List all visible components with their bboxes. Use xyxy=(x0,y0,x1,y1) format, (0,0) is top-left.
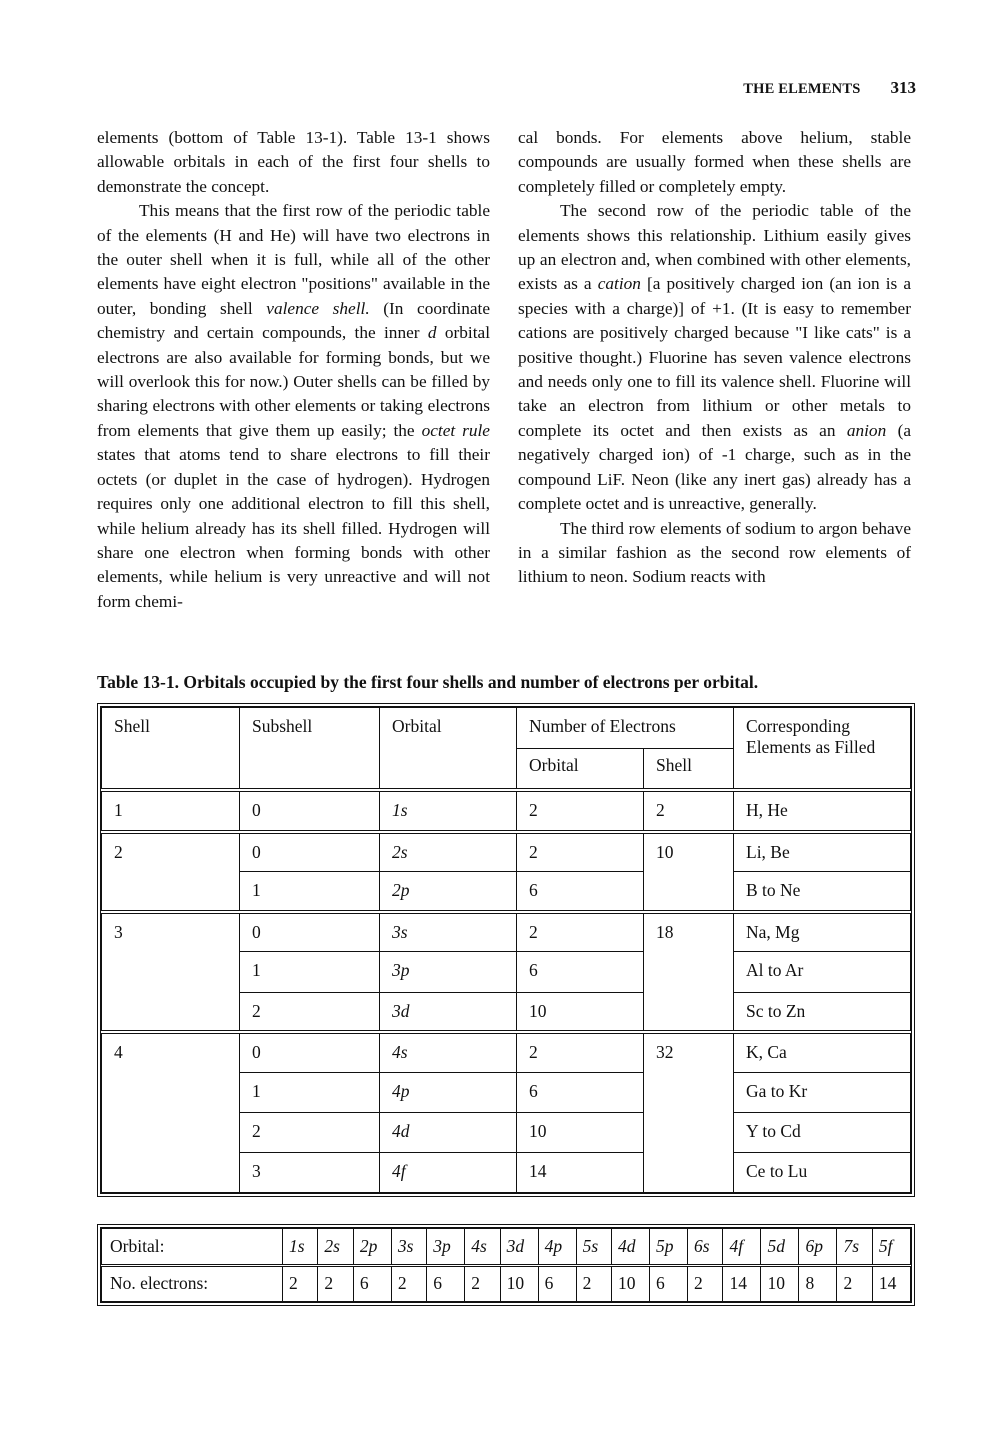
cell-elements: K, Ca xyxy=(734,1032,911,1072)
fill-orbital xyxy=(723,1229,761,1266)
cell-orbital xyxy=(380,1152,517,1192)
cell-subshell: 0 xyxy=(240,912,380,952)
orbital-label: 4s xyxy=(392,1042,408,1063)
cell-shell: 3 xyxy=(102,912,240,1032)
fill-orbital xyxy=(538,1229,576,1266)
fill-orbital xyxy=(353,1229,391,1266)
orbital-label: 2p xyxy=(359,1235,378,1256)
italic-term: valence shell. xyxy=(266,298,370,318)
cell-subshell: 1 xyxy=(240,1072,380,1112)
cell-orbital-electrons: 6 xyxy=(517,1072,644,1112)
cell-elements: B to Ne xyxy=(734,872,911,912)
paragraph: elements (bottom of Table 13-1). Table 13-1 shows allowable orbitals in each of the first four shells to demonstrate the concept. xyxy=(97,128,490,196)
orbital-row-label: Orbital: xyxy=(102,1229,283,1266)
cell-orbital xyxy=(380,1112,517,1152)
header-shell: Shell xyxy=(102,708,240,790)
text-run: orbital electrons are also available for forming bonds, but we will overlook this for now.) Outer shells can be filled by sharing electrons with other elements or taking electrons from elements that give them up easily; the xyxy=(97,323,490,440)
cell-elements: Sc to Zn xyxy=(734,992,911,1032)
cell-elements: Na, Mg xyxy=(734,912,911,952)
fill-orbital xyxy=(283,1229,318,1266)
fill-electrons: 6 xyxy=(353,1265,391,1302)
orbital-label: 4d xyxy=(392,1120,410,1141)
cell-subshell: 1 xyxy=(240,952,380,992)
fill-orbital xyxy=(650,1229,688,1266)
header-corresponding-elements: Corresponding Elements as Filled xyxy=(734,708,911,790)
fill-electrons: 14 xyxy=(872,1265,910,1302)
fill-orbital xyxy=(837,1229,872,1266)
electrons-row-label: No. electrons: xyxy=(102,1265,283,1302)
text-run: [a positively charged ion (an ion is a species with a charge)] of +1. (It is easy to remember cations are positively charged because "I like cats" is a positive thought.) Fluorine has seven valence electrons and needs only one to fill its valence shell. Fluorine will take an electron from lithium or other metals to complete its octet and then exists as an xyxy=(518,274,912,440)
orbital-label: 5f xyxy=(878,1235,893,1256)
cell-elements: Li, Be xyxy=(734,832,911,872)
cell-elements: H, He xyxy=(734,790,911,832)
cell-elements: Ga to Kr xyxy=(734,1072,911,1112)
fill-orbital xyxy=(500,1229,538,1266)
orbital-fill-order-table xyxy=(97,1224,915,1306)
italic-term: anion xyxy=(846,420,887,440)
fill-orbital xyxy=(391,1229,426,1266)
orbital-label: 3p xyxy=(392,960,410,981)
fill-electrons: 10 xyxy=(761,1265,799,1302)
cell-orbital xyxy=(380,832,517,872)
orbital-label: 1s xyxy=(289,1235,305,1256)
fill-electrons: 2 xyxy=(837,1265,872,1302)
left-column xyxy=(97,126,490,614)
text-run: (a negatively charged ion) of -1 charge, such as in the compound LiF. Neon (like any inert gas) already has a complete octet and is unreactive, generally. xyxy=(518,420,911,514)
fill-orbital xyxy=(612,1229,650,1266)
cell-subshell: 0 xyxy=(240,1032,380,1072)
cell-orbital xyxy=(380,872,517,912)
cell-orbital-electrons: 6 xyxy=(517,872,644,912)
paragraph xyxy=(97,199,490,614)
text-run: states that atoms tend to share electrons to fill their octets (or duplet in the case of hydrogen). Hydrogen requires only one additional electron to fill this shell, while helium already has its shell filled. Hydrogen will share one electron when forming bonds with other elements, while helium is very unreactive and will not form chemi- xyxy=(97,445,490,611)
text-run: This means that the first row of the periodic table of the elements (H and He) will have two electrons in the outer shell when it is full, while all of the other elements have eight electron "positions" available in the outer, bonding shell xyxy=(97,201,490,318)
fill-orbital xyxy=(576,1229,611,1266)
cell-shell-electrons: 32 xyxy=(644,1032,734,1192)
page-number: 313 xyxy=(890,78,916,97)
fill-electrons: 6 xyxy=(538,1265,576,1302)
table-caption: Table 13-1. Orbitals occupied by the first four shells and number of electrons per orbital. xyxy=(97,672,759,692)
orbital-label: 5d xyxy=(767,1235,785,1256)
orbital-label: 5p xyxy=(656,1235,674,1256)
fill-electrons: 10 xyxy=(612,1265,650,1302)
cell-shell: 2 xyxy=(102,832,240,912)
fill-electrons: 8 xyxy=(799,1265,837,1302)
fill-electrons: 2 xyxy=(576,1265,611,1302)
electrons-row xyxy=(102,1265,911,1302)
cell-orbital-electrons: 10 xyxy=(517,992,644,1032)
italic-term: d xyxy=(427,323,437,343)
cell-orbital xyxy=(380,912,517,952)
text-run: (In coordinate chemistry and certain compounds, the inner xyxy=(97,298,490,343)
running-header xyxy=(743,78,916,98)
fill-orbital xyxy=(688,1229,723,1266)
orbital-label: 3p xyxy=(433,1235,451,1256)
cell-elements: Ce to Lu xyxy=(734,1152,911,1192)
orbital-label: 2s xyxy=(392,841,408,862)
orbital-label: 3s xyxy=(392,921,408,942)
cell-orbital xyxy=(380,1032,517,1072)
italic-term: cation xyxy=(597,274,641,294)
cell-shell: 4 xyxy=(102,1032,240,1192)
orbital-label: 4f xyxy=(392,1160,406,1181)
orbital-row xyxy=(102,1229,911,1266)
cell-shell-electrons: 2 xyxy=(644,790,734,832)
cell-orbital-electrons: 10 xyxy=(517,1112,644,1152)
running-title: THE ELEMENTS xyxy=(743,81,861,97)
fill-electrons: 2 xyxy=(318,1265,353,1302)
fill-orbital xyxy=(427,1229,465,1266)
fill-electrons: 2 xyxy=(283,1265,318,1302)
fill-electrons: 6 xyxy=(427,1265,465,1302)
cell-subshell: 3 xyxy=(240,1152,380,1192)
orbital-label: 4p xyxy=(392,1080,410,1101)
orbital-label: 4f xyxy=(729,1235,744,1256)
header-subshell: Subshell xyxy=(240,708,380,790)
right-column xyxy=(518,126,911,590)
cell-subshell: 2 xyxy=(240,1112,380,1152)
table-row xyxy=(102,790,911,832)
table-row xyxy=(102,912,911,952)
fill-electrons: 2 xyxy=(391,1265,426,1302)
cell-orbital-electrons: 2 xyxy=(517,1032,644,1072)
orbital-table xyxy=(97,703,915,1197)
cell-elements: Al to Ar xyxy=(734,952,911,992)
cell-orbital xyxy=(380,992,517,1032)
cell-elements: Y to Cd xyxy=(734,1112,911,1152)
orbital-label: 2s xyxy=(324,1235,340,1256)
fill-orbital xyxy=(761,1229,799,1266)
orbital-label: 6p xyxy=(805,1235,823,1256)
cell-orbital-electrons: 2 xyxy=(517,912,644,952)
cell-orbital xyxy=(380,952,517,992)
orbital-label: 4d xyxy=(618,1235,636,1256)
cell-subshell: 1 xyxy=(240,872,380,912)
paragraph xyxy=(518,199,911,516)
orbital-label: 3s xyxy=(397,1235,414,1256)
orbital-label: 3d xyxy=(392,1000,410,1021)
fill-electrons: 14 xyxy=(723,1265,761,1302)
fill-orbital xyxy=(318,1229,353,1266)
orbital-label: 6s xyxy=(694,1235,710,1256)
cell-orbital-electrons: 6 xyxy=(517,952,644,992)
fill-electrons: 6 xyxy=(650,1265,688,1302)
table-row xyxy=(102,832,911,872)
header-sub-orbital: Orbital xyxy=(517,749,644,790)
header-sub-shell: Shell xyxy=(644,749,734,790)
fill-electrons: 10 xyxy=(500,1265,538,1302)
fill-electrons: 2 xyxy=(688,1265,723,1302)
italic-term: octet rule xyxy=(421,420,490,440)
fill-orbital xyxy=(465,1229,500,1266)
orbital-label: 5s xyxy=(582,1235,599,1256)
cell-orbital-electrons: 2 xyxy=(517,790,644,832)
orbital-label: 4p xyxy=(544,1235,563,1256)
header-orbital: Orbital xyxy=(380,708,517,790)
cell-shell-electrons: 10 xyxy=(644,832,734,912)
orbital-label: 3d xyxy=(506,1235,525,1256)
orbital-label: 7s xyxy=(843,1235,859,1256)
paragraph: cal bonds. For elements above helium, stable compounds are usually formed when these shells are completely filled or completely empty. xyxy=(518,128,911,196)
cell-shell-electrons: 18 xyxy=(644,912,734,1032)
fill-electrons: 2 xyxy=(465,1265,500,1302)
cell-subshell: 0 xyxy=(240,832,380,872)
cell-orbital xyxy=(380,790,517,832)
cell-orbital-electrons: 2 xyxy=(517,832,644,872)
orbital-label: 2p xyxy=(392,880,410,901)
paragraph: The third row elements of sodium to argon behave in a similar fashion as the second row elements of lithium to neon. Sodium reacts with xyxy=(518,518,911,587)
orbital-label: 1s xyxy=(392,799,408,820)
cell-orbital xyxy=(380,1072,517,1112)
cell-subshell: 2 xyxy=(240,992,380,1032)
fill-orbital xyxy=(799,1229,837,1266)
cell-subshell: 0 xyxy=(240,790,380,832)
header-number-of-electrons: Number of Electrons xyxy=(517,708,734,749)
orbital-label: 4s xyxy=(471,1235,487,1256)
cell-shell: 1 xyxy=(102,790,240,832)
fill-orbital xyxy=(872,1229,910,1266)
text-run: The second row of the periodic table of the elements shows this relationship. Lithium easily gives up an electron and, when combined with other elements, exists as a xyxy=(518,201,911,294)
table-row xyxy=(102,1032,911,1072)
cell-orbital-electrons: 14 xyxy=(517,1152,644,1192)
